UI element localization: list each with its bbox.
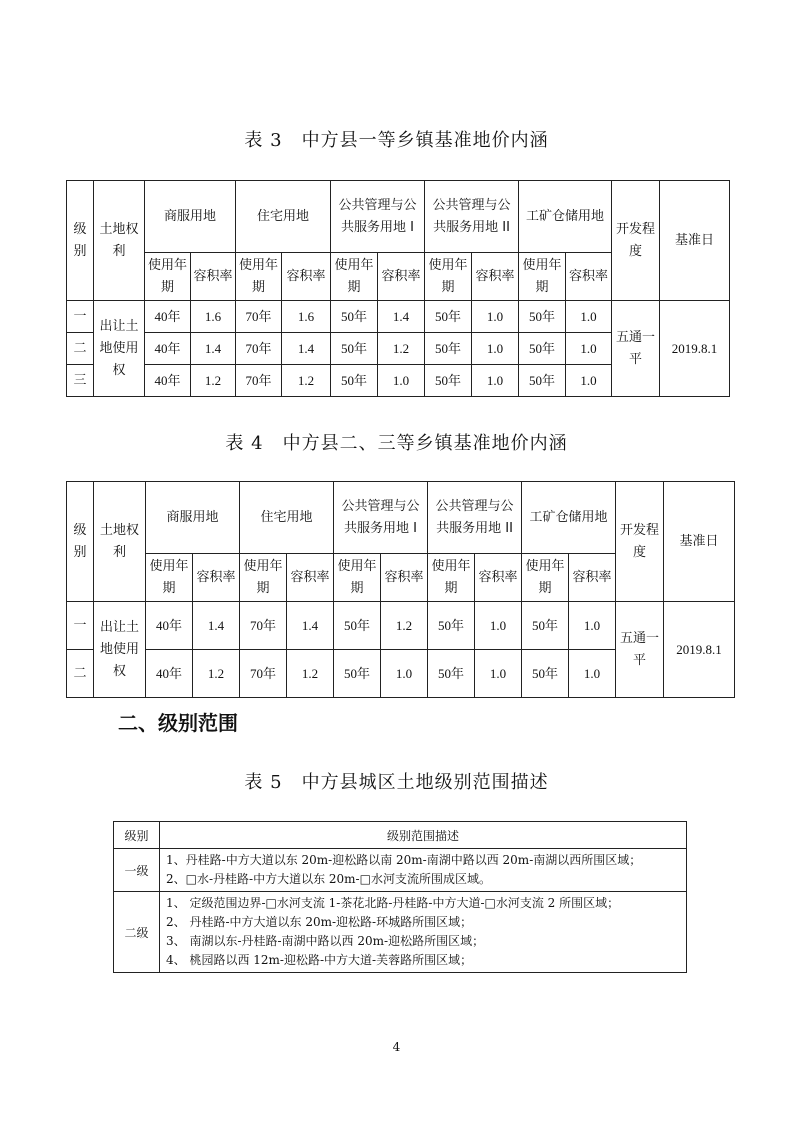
- development-cell: 五通一平: [612, 301, 660, 397]
- public1-term: 50年: [331, 333, 378, 365]
- commercial-far: 1.4: [193, 602, 240, 650]
- commercial-term: 40年: [145, 301, 191, 333]
- section-heading: 二、级别范围: [118, 711, 238, 735]
- subheader-far: 容积率: [378, 253, 425, 301]
- table3-caption: 表 3 中方县一等乡镇基准地价内涵: [244, 130, 549, 151]
- subheader-far: 容积率: [569, 554, 616, 602]
- table-row: [67, 301, 730, 333]
- public2-term: 50年: [425, 333, 472, 365]
- header-land-right: 土地权利: [94, 482, 146, 602]
- commercial-term: 40年: [146, 602, 193, 650]
- residential-term: 70年: [240, 650, 287, 698]
- public1-far: 1.0: [378, 365, 425, 397]
- public1-far: 1.0: [381, 650, 428, 698]
- level-cell: 一: [67, 301, 94, 333]
- subheader-far: 容积率: [191, 253, 236, 301]
- header-residential: 住宅用地: [240, 482, 334, 554]
- subheader-term: 使用年期: [236, 253, 282, 301]
- header-public-1: 公共管理与公共服务用地 I: [331, 181, 425, 253]
- header-public-2: 公共管理与公共服务用地 II: [425, 181, 519, 253]
- subheader-term: 使用年期: [522, 554, 569, 602]
- level-cell: 二级: [114, 892, 160, 973]
- table5-caption: 表 5 中方县城区土地级别范围描述: [244, 772, 549, 793]
- range-line: 2、□水-丹桂路-中方大道以东 20m-□水河支流所围成区域。: [166, 872, 491, 886]
- range-line: 1、丹桂路-中方大道以东 20m-迎松路以南 20m-南湖中路以西 20m-南湖以西所围区域；: [166, 853, 642, 867]
- land-right-cell: 出让土地使用权: [94, 301, 145, 397]
- header-industrial: 工矿仓储用地: [522, 482, 616, 554]
- subheader-far: 容积率: [287, 554, 334, 602]
- subheader-far: 容积率: [381, 554, 428, 602]
- header-level: 级别: [67, 181, 94, 301]
- public2-far: 1.0: [475, 650, 522, 698]
- header-level: 级别: [67, 482, 94, 602]
- public2-term: 50年: [425, 301, 472, 333]
- residential-far: 1.4: [282, 333, 331, 365]
- header-range-desc: 级别范围描述: [160, 822, 687, 849]
- level-cell: 三: [67, 365, 94, 397]
- industrial-far: 1.0: [566, 333, 612, 365]
- commercial-far: 1.2: [193, 650, 240, 698]
- industrial-far: 1.0: [566, 301, 612, 333]
- header-base-date: 基准日: [664, 482, 735, 602]
- table-row: [67, 602, 735, 650]
- range-line: 2、 丹桂路-中方大道以东 20m-迎松路-环城路所围区域；: [166, 915, 473, 929]
- public1-far: 1.2: [381, 602, 428, 650]
- residential-term: 70年: [236, 301, 282, 333]
- residential-far: 1.4: [287, 602, 334, 650]
- page-number: 4: [392, 1040, 401, 1054]
- header-public-2: 公共管理与公共服务用地 II: [428, 482, 522, 554]
- table4: [66, 481, 735, 698]
- public2-far: 1.0: [475, 602, 522, 650]
- subheader-far: 容积率: [566, 253, 612, 301]
- public2-far: 1.0: [472, 365, 519, 397]
- public2-term: 50年: [425, 365, 472, 397]
- public1-far: 1.4: [378, 301, 425, 333]
- industrial-term: 50年: [519, 365, 566, 397]
- residential-term: 70年: [236, 365, 282, 397]
- public1-term: 50年: [334, 602, 381, 650]
- commercial-far: 1.6: [191, 301, 236, 333]
- commercial-far: 1.4: [191, 333, 236, 365]
- land-right-cell: 出让土地使用权: [94, 602, 146, 698]
- header-public-1: 公共管理与公共服务用地 I: [334, 482, 428, 554]
- public2-term: 50年: [428, 650, 475, 698]
- subheader-term: 使用年期: [146, 554, 193, 602]
- subheader-term: 使用年期: [331, 253, 378, 301]
- table3: [66, 180, 730, 397]
- header-base-date: 基准日: [660, 181, 730, 301]
- level-cell: 一: [67, 602, 94, 650]
- subheader-term: 使用年期: [428, 554, 475, 602]
- subheader-term: 使用年期: [519, 253, 566, 301]
- header-residential: 住宅用地: [236, 181, 331, 253]
- subheader-term: 使用年期: [240, 554, 287, 602]
- header-land-right: 土地权利: [94, 181, 145, 301]
- header-commercial: 商服用地: [145, 181, 236, 253]
- public1-term: 50年: [334, 650, 381, 698]
- industrial-far: 1.0: [569, 602, 616, 650]
- commercial-far: 1.2: [191, 365, 236, 397]
- subheader-term: 使用年期: [334, 554, 381, 602]
- range-desc-cell: [160, 892, 687, 973]
- table-row: [114, 849, 687, 892]
- table5: [113, 821, 687, 973]
- base-date-cell: 2019.8.1: [660, 301, 730, 397]
- commercial-term: 40年: [146, 650, 193, 698]
- industrial-term: 50年: [519, 333, 566, 365]
- residential-term: 70年: [236, 333, 282, 365]
- public2-far: 1.0: [472, 301, 519, 333]
- table-row: [114, 892, 687, 973]
- industrial-term: 50年: [522, 602, 569, 650]
- header-development: 开发程度: [616, 482, 664, 602]
- development-cell: 五通一平: [616, 602, 664, 698]
- table4-caption: 表 4 中方县二、三等乡镇基准地价内涵: [225, 433, 568, 454]
- subheader-far: 容积率: [475, 554, 522, 602]
- commercial-term: 40年: [145, 333, 191, 365]
- range-line: 1、 定级范围边界-□水河支流 1-茶花北路-丹桂路-中方大道-□水河支流 2 所围区域；: [166, 896, 620, 910]
- range-line: 4、 桃园路以西 12m-迎松路-中方大道-芙蓉路所围区域；: [166, 953, 473, 967]
- residential-far: 1.2: [282, 365, 331, 397]
- subheader-term: 使用年期: [145, 253, 191, 301]
- level-cell: 一级: [114, 849, 160, 892]
- range-line: 3、 南湖以东-丹桂路-南湖中路以西 20m-迎松路所围区域；: [166, 934, 485, 948]
- range-desc-cell: [160, 849, 687, 892]
- subheader-far: 容积率: [282, 253, 331, 301]
- industrial-term: 50年: [519, 301, 566, 333]
- subheader-far: 容积率: [472, 253, 519, 301]
- level-cell: 二: [67, 333, 94, 365]
- industrial-term: 50年: [522, 650, 569, 698]
- industrial-far: 1.0: [566, 365, 612, 397]
- public1-far: 1.2: [378, 333, 425, 365]
- public1-term: 50年: [331, 301, 378, 333]
- header-commercial: 商服用地: [146, 482, 240, 554]
- residential-far: 1.2: [287, 650, 334, 698]
- header-development: 开发程度: [612, 181, 660, 301]
- public2-term: 50年: [428, 602, 475, 650]
- residential-far: 1.6: [282, 301, 331, 333]
- residential-term: 70年: [240, 602, 287, 650]
- commercial-term: 40年: [145, 365, 191, 397]
- subheader-far: 容积率: [193, 554, 240, 602]
- header-level: 级别: [114, 822, 160, 849]
- level-cell: 二: [67, 650, 94, 698]
- public2-far: 1.0: [472, 333, 519, 365]
- public1-term: 50年: [331, 365, 378, 397]
- base-date-cell: 2019.8.1: [664, 602, 735, 698]
- header-industrial: 工矿仓储用地: [519, 181, 612, 253]
- industrial-far: 1.0: [569, 650, 616, 698]
- subheader-term: 使用年期: [425, 253, 472, 301]
